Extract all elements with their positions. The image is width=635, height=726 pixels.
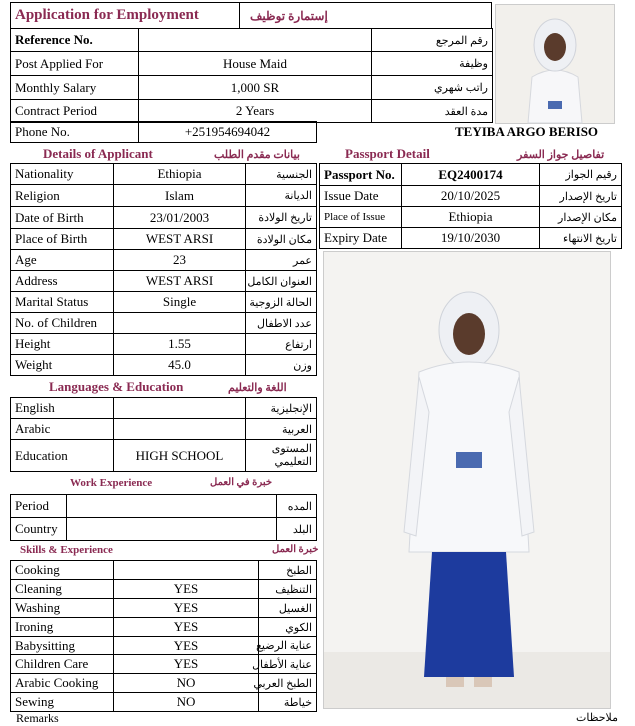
- passport-label-ar: مكان الإصدار: [540, 207, 622, 228]
- skill-label: Washing: [11, 599, 114, 618]
- table-row: [11, 618, 317, 637]
- skill-label: Ironing: [11, 618, 114, 637]
- applicant-photo-full: [323, 251, 611, 709]
- detail-label-ar: عمر: [246, 250, 317, 271]
- title-en: Application for Employment: [15, 7, 199, 23]
- table-row: [11, 637, 317, 655]
- skill-label-ar: خياطة: [259, 693, 317, 712]
- top-label: Contract Period: [11, 100, 139, 123]
- skill-label-ar: الطبخ العربي: [259, 674, 317, 693]
- top-label: Post Applied For: [11, 52, 139, 76]
- skill-label-ar: الغسيل: [259, 599, 317, 618]
- detail-label-ar: عدد الاطفال: [246, 313, 317, 334]
- top-row: [11, 76, 493, 100]
- work-title-ar: خبرة في العمل: [210, 477, 273, 488]
- languages-table: [10, 397, 317, 472]
- top-value: 2 Years: [139, 100, 372, 123]
- passport-value: 19/10/2030: [402, 228, 540, 249]
- detail-label-ar: الجنسية: [246, 164, 317, 185]
- skill-value: YES: [114, 655, 259, 674]
- phone-table: [10, 121, 317, 143]
- table-row: [11, 292, 317, 313]
- passport-label-ar: تاريخ الانتهاء: [540, 228, 622, 249]
- table-row: [320, 186, 622, 207]
- detail-value: WEST ARSI: [114, 271, 246, 292]
- skill-label: Arabic Cooking: [11, 674, 114, 693]
- table-row: [11, 580, 317, 599]
- table-row: [11, 164, 317, 185]
- passport-value: EQ2400174: [402, 164, 540, 186]
- table-row: [11, 271, 317, 292]
- work-value: [67, 518, 277, 541]
- skill-label: Cleaning: [11, 580, 114, 599]
- skill-label-ar: عناية الأطفال: [259, 655, 317, 674]
- skill-value: NO: [114, 674, 259, 693]
- work-table: [10, 494, 317, 541]
- top-label-ar: راتب شهري: [372, 76, 493, 100]
- skill-label: Sewing: [11, 693, 114, 712]
- passport-label: Issue Date: [320, 186, 402, 207]
- skill-value: YES: [114, 599, 259, 618]
- lang-value: HIGH SCHOOL: [114, 440, 246, 472]
- table-row: [11, 355, 317, 376]
- skill-value: YES: [114, 618, 259, 637]
- table-row: [11, 185, 317, 207]
- table-row: [11, 250, 317, 271]
- top-info-table: [10, 28, 493, 123]
- detail-label-ar: ارتفاع: [246, 334, 317, 355]
- phone-label: Phone No.: [11, 122, 139, 143]
- top-label-ar: رقم المرجع: [372, 29, 493, 52]
- table-row: [11, 313, 317, 334]
- passport-label: Place of Issue: [320, 207, 402, 228]
- table-row: [11, 655, 317, 674]
- skill-value: YES: [114, 580, 259, 599]
- table-row: [11, 207, 317, 229]
- passport-title-ar: تفاصيل جواز السفر: [517, 149, 605, 161]
- work-title: Work Experience: [70, 477, 153, 489]
- detail-label: Nationality: [11, 164, 114, 185]
- portrait-full-icon: [324, 252, 610, 708]
- table-row: [320, 228, 622, 249]
- applicant-name: TEYIBA ARGO BERISO: [455, 124, 599, 139]
- table-row: [11, 419, 317, 440]
- top-value: 1,000 SR: [139, 76, 372, 100]
- table-row: [11, 495, 317, 518]
- title-en-cell: [11, 3, 240, 29]
- top-row: [11, 52, 493, 76]
- top-label: Reference No.: [11, 29, 139, 52]
- top-row: [11, 100, 493, 123]
- detail-label-ar: مكان الولادة: [246, 229, 317, 250]
- top-label-ar: مدة العقد: [372, 100, 493, 123]
- lang-label-ar: المستوى التعليمي: [246, 440, 317, 472]
- skill-label-ar: الطبخ: [259, 561, 317, 580]
- detail-label: Religion: [11, 185, 114, 207]
- detail-label: Date of Birth: [11, 207, 114, 229]
- detail-value: 23/01/2003: [114, 207, 246, 229]
- skill-value: NO: [114, 693, 259, 712]
- passport-title: Passport Detail: [345, 146, 430, 161]
- detail-value: Ethiopia: [114, 164, 246, 185]
- top-label: Monthly Salary: [11, 76, 139, 100]
- portrait-small-icon: [496, 5, 614, 123]
- remarks-label: Remarks: [16, 711, 59, 725]
- top-value: House Maid: [139, 52, 372, 76]
- detail-label: Age: [11, 250, 114, 271]
- detail-value: 23: [114, 250, 246, 271]
- detail-value: 45.0: [114, 355, 246, 376]
- work-value: [67, 495, 277, 518]
- table-row: [320, 207, 622, 228]
- lang-value: [114, 419, 246, 440]
- table-row: [11, 518, 317, 541]
- skill-label: Children Care: [11, 655, 114, 674]
- detail-label: Marital Status: [11, 292, 114, 313]
- detail-label-ar: العنوان الكامل: [246, 271, 317, 292]
- table-row: [11, 561, 317, 580]
- detail-label: Weight: [11, 355, 114, 376]
- detail-label: Address: [11, 271, 114, 292]
- detail-value: 1.55: [114, 334, 246, 355]
- detail-label-ar: وزن: [246, 355, 317, 376]
- table-row: [11, 334, 317, 355]
- skill-value: [114, 561, 259, 580]
- skills-table: [10, 560, 317, 712]
- details-table: [10, 163, 317, 376]
- detail-label: Height: [11, 334, 114, 355]
- work-label: Country: [11, 518, 67, 541]
- detail-value: Islam: [114, 185, 246, 207]
- details-title-ar: بيانات مقدم الطلب: [214, 149, 300, 161]
- passport-table: [319, 163, 622, 249]
- detail-label-ar: الديانة: [246, 185, 317, 207]
- detail-label: Place of Birth: [11, 229, 114, 250]
- table-row: [11, 599, 317, 618]
- lang-label-ar: الإنجليزية: [246, 398, 317, 419]
- header-table: [10, 2, 492, 29]
- passport-label-ar: تاريخ الإصدار: [540, 186, 622, 207]
- title-ar-cell: [240, 3, 492, 29]
- work-label: Period: [11, 495, 67, 518]
- skill-label-ar: التنظيف: [259, 580, 317, 599]
- passport-label: Expiry Date: [320, 228, 402, 249]
- top-value: [139, 29, 372, 52]
- skills-title: Skills & Experience: [20, 544, 113, 556]
- detail-value: WEST ARSI: [114, 229, 246, 250]
- table-row: [11, 693, 317, 712]
- top-label-ar: وظيفة: [372, 52, 493, 76]
- table-row: [11, 674, 317, 693]
- languages-title: Languages & Education: [49, 379, 184, 394]
- work-label-ar: البلد: [277, 518, 317, 541]
- lang-value: [114, 398, 246, 419]
- passport-value: Ethiopia: [402, 207, 540, 228]
- detail-label-ar: تاريخ الولادة: [246, 207, 317, 229]
- applicant-photo-small: [495, 4, 615, 124]
- passport-label: Passport No.: [320, 164, 402, 186]
- work-label-ar: المده: [277, 495, 317, 518]
- details-title: Details of Applicant: [43, 146, 153, 161]
- lang-label-ar: العربية: [246, 419, 317, 440]
- phone-value: +251954694042: [139, 122, 317, 143]
- skill-label: Cooking: [11, 561, 114, 580]
- top-row: [11, 29, 493, 52]
- table-row: [320, 164, 622, 186]
- skill-label: Babysitting: [11, 637, 114, 655]
- lang-label: Arabic: [11, 419, 114, 440]
- detail-label-ar: الحالة الزوجية: [246, 292, 317, 313]
- skill-label-ar: الكوي: [259, 618, 317, 637]
- lang-label: Education: [11, 440, 114, 472]
- detail-label: No. of Children: [11, 313, 114, 334]
- lang-label: English: [11, 398, 114, 419]
- detail-value: [114, 313, 246, 334]
- passport-label-ar: رقيم الجواز: [540, 164, 622, 186]
- detail-value: Single: [114, 292, 246, 313]
- table-row: [11, 398, 317, 419]
- table-row: [11, 440, 317, 472]
- skill-label-ar: عناية الرضيع: [259, 637, 317, 655]
- title-ar: إستمارة توظيف: [250, 8, 328, 23]
- languages-title-ar: اللغة والتعليم: [228, 382, 287, 394]
- remarks-label-ar: ملاحظات: [576, 712, 618, 724]
- passport-value: 20/10/2025: [402, 186, 540, 207]
- skill-value: YES: [114, 637, 259, 655]
- table-row: [11, 229, 317, 250]
- skills-title-ar: خبرة العمل: [272, 544, 319, 555]
